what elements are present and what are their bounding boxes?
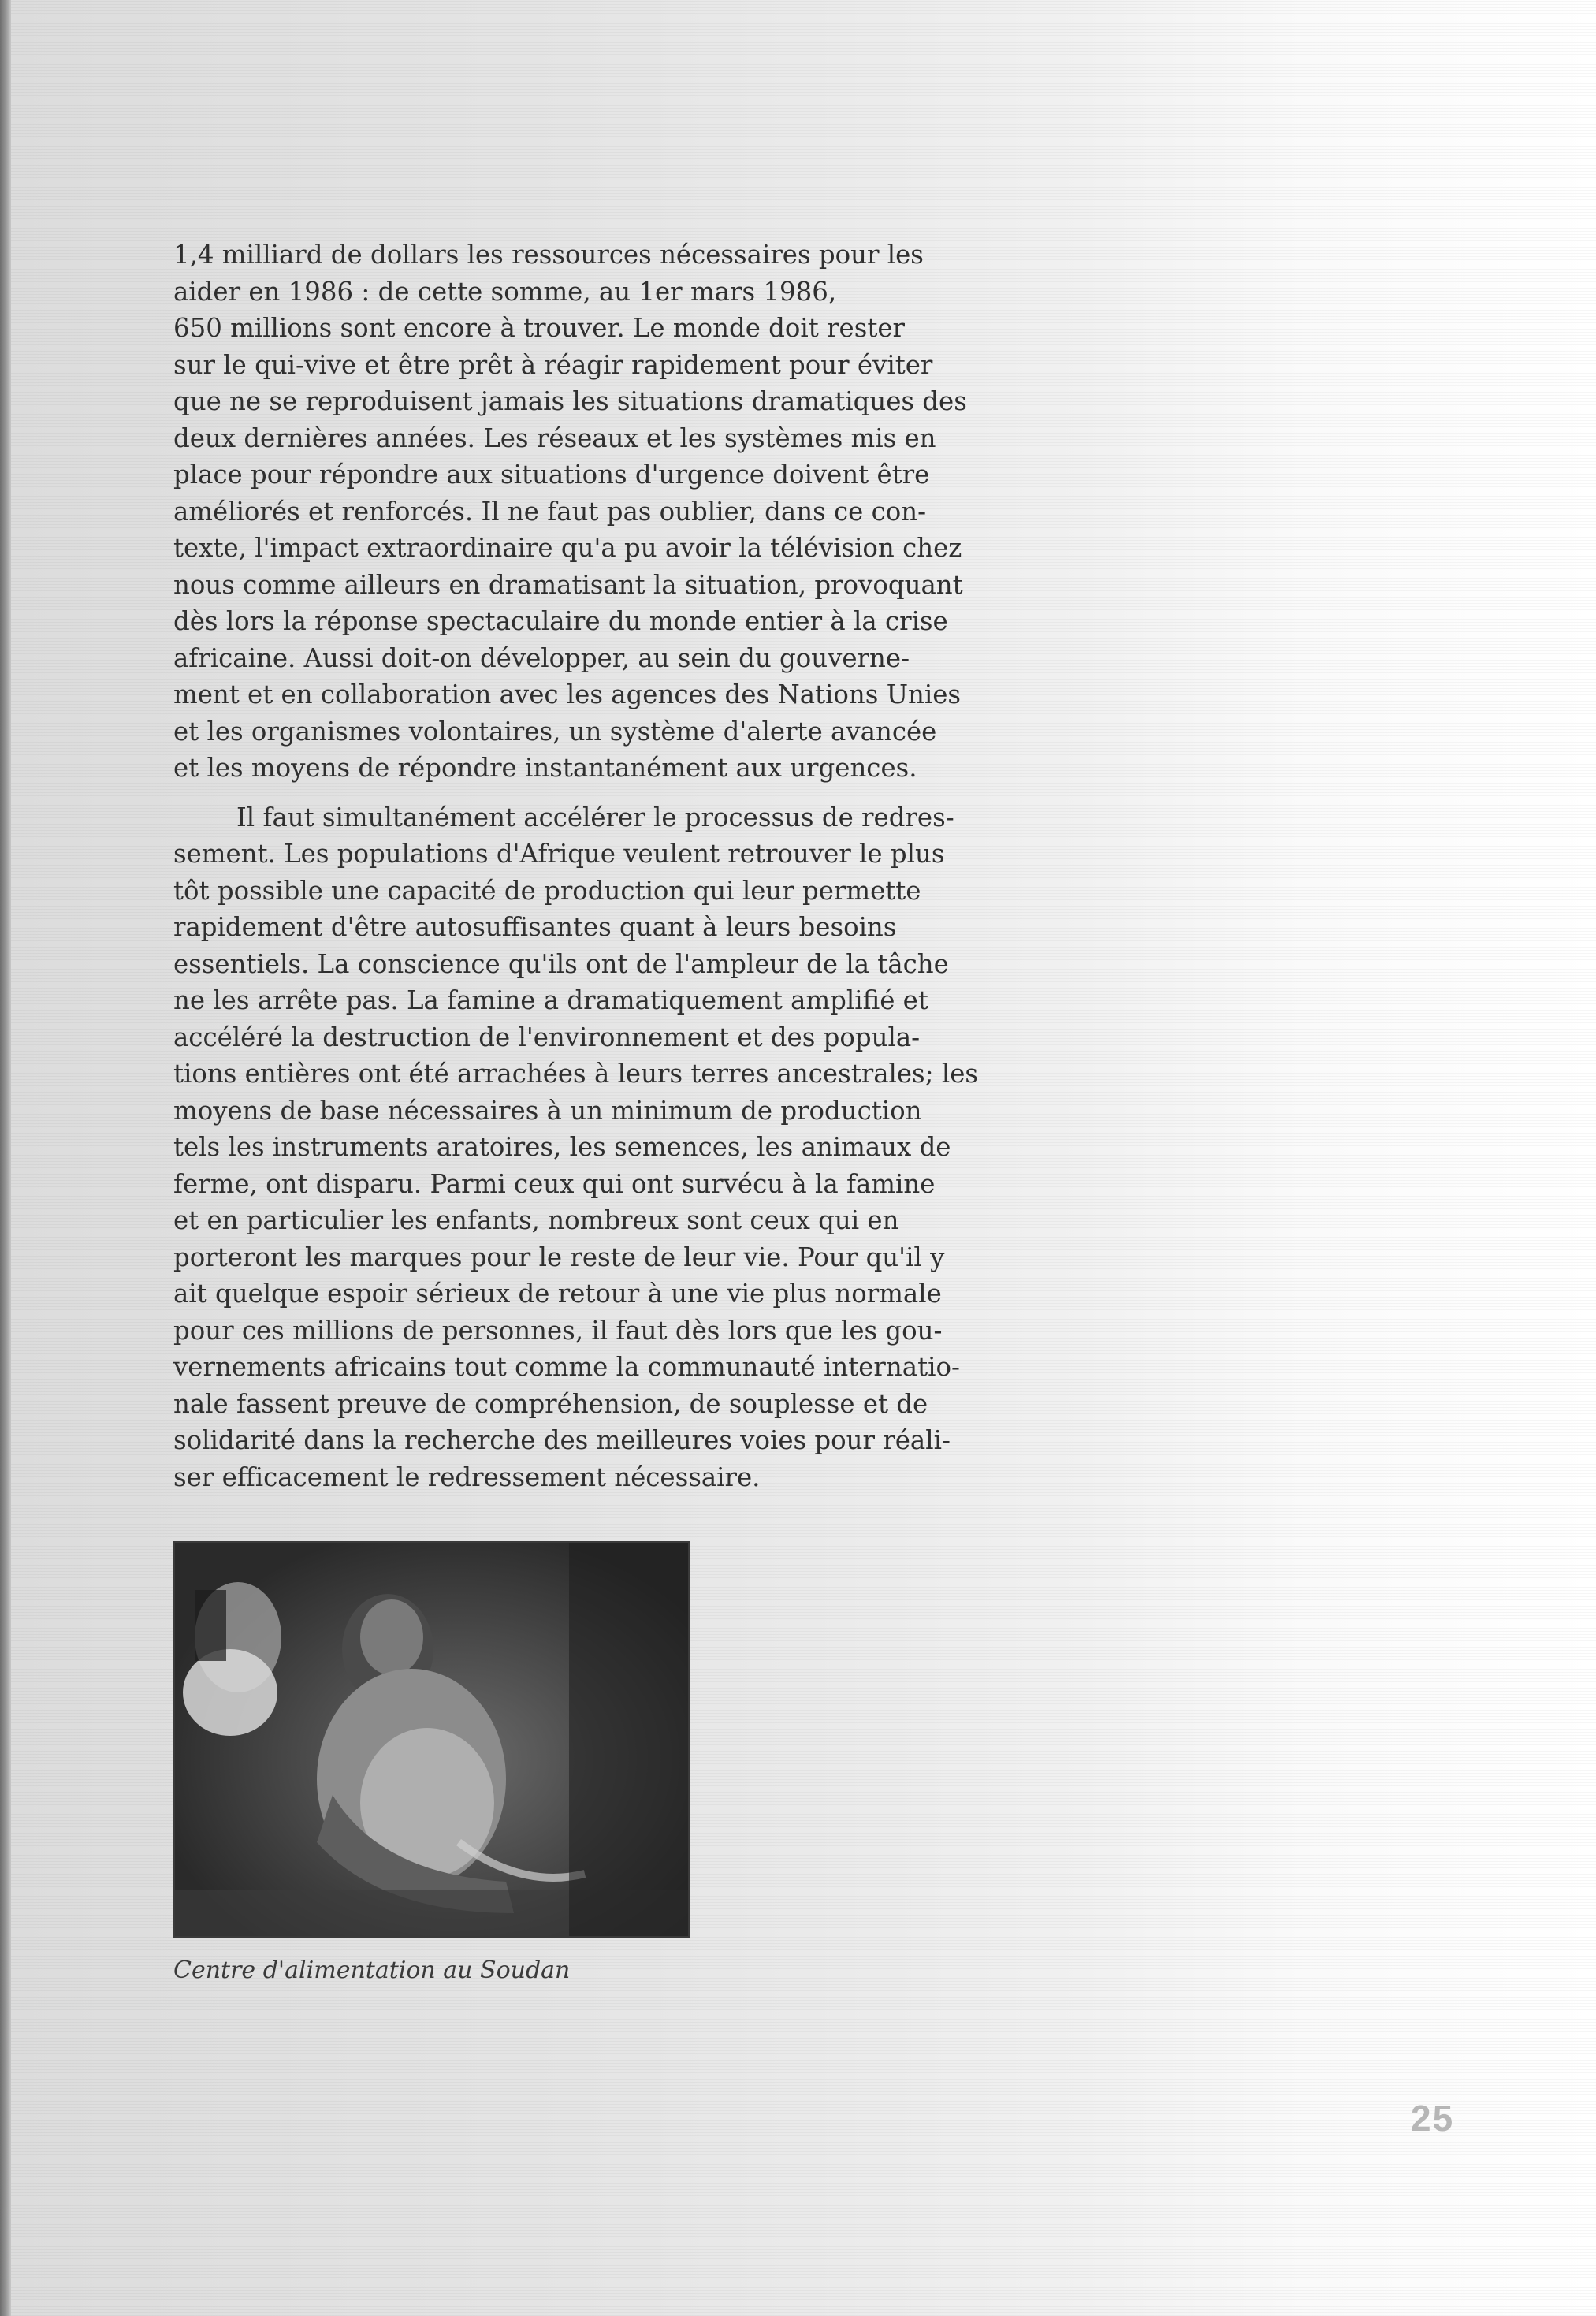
- paragraph-2: Il faut simultanément accélérer le processus de redres- sement. Les populations d'Afrique veulent retrouver le plus tôt possible une capacité de production qui leur permette rapidement d'être autosuffisantes quant à leurs besoins essentiels. La conscience qu'ils ont de l'ampleur de la tâche ne les arrête pas. La famine a dramatiquement amplifié et accéléré la destruction de l'environnement et des popula- tions entières ont été arrachées à leurs terres ancestrales; les moyens de base nécessaires à un minimum de production tels les instruments aratoires, les semences, les animaux de ferme, ont disparu. Parmi ceux qui ont survécu à la famine et en particulier les enfants, nombreux sont ceux qui en porteront les marques pour le reste de leur vie. Pour qu'il y ait quelque espoir sérieux de retour à une vie plus normale pour ces millions de personnes, il faut dès lors que les gou- vernements africains tout comme la communauté internatio- nale fassent preuve de compréhension, de souplesse et de solidarité dans la recherche des meilleures voies pour réali- ser efficacement le redressement nécessaire.: [173, 802, 979, 1492]
- binding-edge: [0, 0, 11, 2316]
- photograph: [173, 1541, 690, 1938]
- text-column: [173, 236, 1068, 1495]
- paragraph-1: 1,4 milliard de dollars les ressources nécessaires pour les aider en 1986 : de cette somme, au 1er mars 1986, 650 millions sont encore à trouver. Le monde doit rester sur le qui-vive et être prêt à réagir rapidement pour éviter que ne se reproduisent jamais les situations dramatiques des deux dernières années. Les réseaux et les systèmes mis en place pour répondre aux situations d'urgence doivent être améliorés et renforcés. Il ne faut pas oublier, dans ce con- texte, l'impact extraordinaire qu'a pu avoir la télévision chez nous comme ailleurs en dramatisant la situation, provoquant dès lors la réponse spectaculaire du monde entier à la crise africaine. Aussi doit-on développer, au sein du gouverne- ment et en collaboration avec les agences des Nations Unies et les organismes volontaires, un système d'alerte avancée et les moyens de répondre instantanément aux urgences.: [173, 240, 967, 783]
- photograph-image: [175, 1543, 688, 1936]
- figure-caption: Centre d'alimentation au Soudan: [173, 1957, 571, 1984]
- page-number: 25: [1411, 2098, 1455, 2139]
